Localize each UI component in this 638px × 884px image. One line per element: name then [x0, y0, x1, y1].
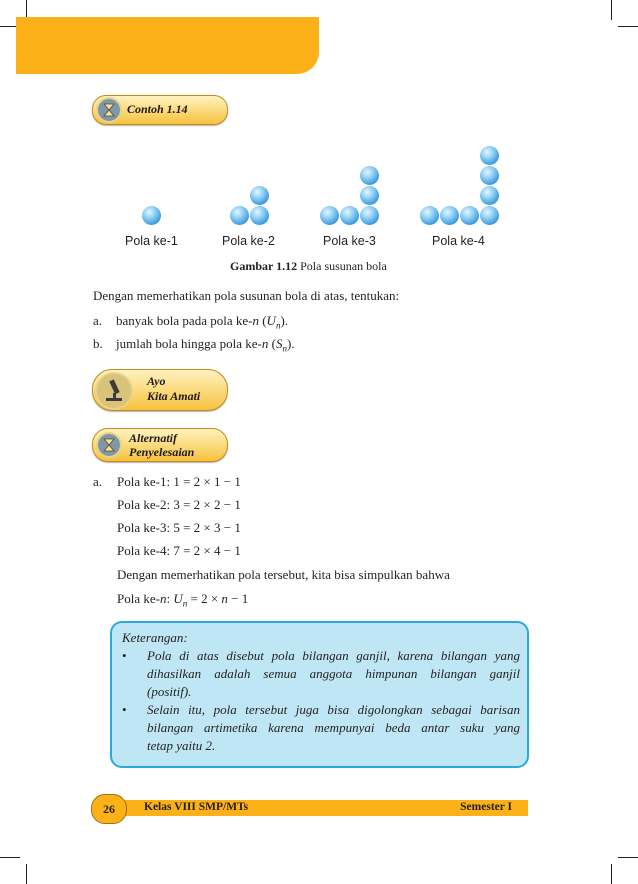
ball	[320, 206, 339, 225]
question-b-s: S	[275, 336, 283, 351]
formula-rest: = 2 ×	[187, 591, 222, 606]
question-a-marker: a.	[93, 313, 103, 328]
hourglass-icon	[96, 97, 122, 123]
crop-mark	[0, 857, 20, 858]
question-b-text: jumlah bola hingga pola ke-	[116, 336, 262, 351]
figure-caption-label: Gambar 1.12	[230, 259, 298, 273]
header-bar	[16, 17, 319, 74]
ball	[250, 186, 269, 205]
solution-line: Pola ke-1: 1 = 2 × 1 − 1	[117, 474, 241, 489]
figure-label: Pola ke-3	[323, 234, 376, 248]
solution-line: Pola ke-3: 5 = 2 × 3 − 1	[117, 520, 241, 535]
ball	[360, 166, 379, 185]
observe-line2: Kita Amati	[147, 389, 201, 403]
ball	[440, 206, 459, 225]
note-text: bilangan artimetika karena mempunyai beda antar suku yang	[147, 720, 520, 735]
figure-label: Pola ke-2	[222, 234, 275, 248]
formula-colon: :	[166, 591, 174, 606]
solution-line2: Penyelesaian	[129, 445, 195, 459]
question-b-close: ).	[286, 336, 295, 351]
question-a-n: n	[252, 313, 259, 328]
formula-sub: n	[182, 598, 188, 609]
ball	[142, 206, 161, 225]
hourglass-icon	[96, 432, 122, 458]
question-a-open: (	[258, 313, 267, 328]
ball	[420, 206, 439, 225]
figure-caption-text: Pola susunan bola	[297, 259, 387, 273]
ball	[480, 186, 499, 205]
observe-line1: Ayo	[147, 374, 166, 388]
example-title: Contoh 1.14	[127, 102, 188, 116]
ball	[480, 206, 499, 225]
observe-badge	[92, 369, 228, 411]
figure-label: Pola ke-1	[125, 234, 178, 248]
note-bullet: •	[122, 648, 127, 663]
ball	[360, 186, 379, 205]
ball	[480, 146, 499, 165]
note-box	[110, 621, 529, 768]
ball	[460, 206, 479, 225]
microscope-icon	[95, 372, 133, 410]
solution-line: Pola ke-2: 3 = 2 × 2 − 1	[117, 497, 241, 512]
footer-right: Semester I	[460, 801, 512, 813]
note-bullet: •	[122, 702, 127, 717]
question-b-open: (	[268, 336, 276, 351]
ball	[340, 206, 359, 225]
note-text: dihasilkan adalah semua anggota himpunan bilangan ganjil	[147, 666, 520, 681]
page-number: 26	[91, 794, 127, 824]
question-a-u: U	[266, 313, 276, 328]
question-a-text: banyak bola pada pola ke-	[116, 313, 253, 328]
ball	[230, 206, 249, 225]
note-text: tetap yaitu 2.	[147, 738, 216, 753]
footer-left: Kelas VIII SMP/MTs	[144, 801, 249, 813]
solution-badge	[92, 428, 228, 462]
formula-n2: n	[221, 591, 228, 606]
crop-mark	[618, 857, 638, 858]
formula-n: n	[159, 591, 167, 606]
question-a-sub: n	[275, 320, 281, 331]
question-b-marker: b.	[93, 336, 103, 351]
question-b-sub: n	[282, 343, 287, 354]
note-text: Selain itu, pola tersebut juga bisa digolongkan sebagai barisan	[147, 702, 520, 717]
solution-line: Dengan memerhatikan pola tersebut, kita bisa simpulkan bahwa	[117, 567, 450, 582]
solution-formula	[117, 591, 248, 609]
question-a	[93, 313, 288, 331]
question-b	[93, 336, 295, 354]
formula-end: − 1	[227, 591, 249, 606]
formula-prefix: Pola ke-	[117, 591, 160, 606]
crop-mark	[618, 26, 638, 27]
ball	[250, 206, 269, 225]
crop-mark	[611, 0, 612, 20]
crop-mark	[611, 864, 612, 884]
example-badge	[92, 95, 228, 125]
question-b-n: n	[261, 336, 269, 351]
question-intro: Dengan memerhatikan pola susunan bola di atas, tentukan:	[93, 288, 400, 303]
figure-caption	[230, 259, 387, 274]
ball	[480, 166, 499, 185]
solution-line1: Alternatif	[129, 431, 178, 445]
solution-marker: a.	[93, 474, 103, 489]
note-text: (positif).	[147, 684, 192, 699]
note-heading: Keterangan:	[122, 630, 188, 645]
note-text: Pola di atas disebut pola bilangan ganjil, karena bilangan yang	[147, 648, 520, 663]
crop-mark	[26, 864, 27, 884]
footer-bar	[110, 800, 528, 816]
figure-label: Pola ke-4	[432, 234, 485, 248]
solution-line: Pola ke-4: 7 = 2 × 4 − 1	[117, 543, 241, 558]
formula-u: U	[173, 591, 183, 606]
question-a-close: ).	[280, 313, 289, 328]
ball	[360, 206, 379, 225]
